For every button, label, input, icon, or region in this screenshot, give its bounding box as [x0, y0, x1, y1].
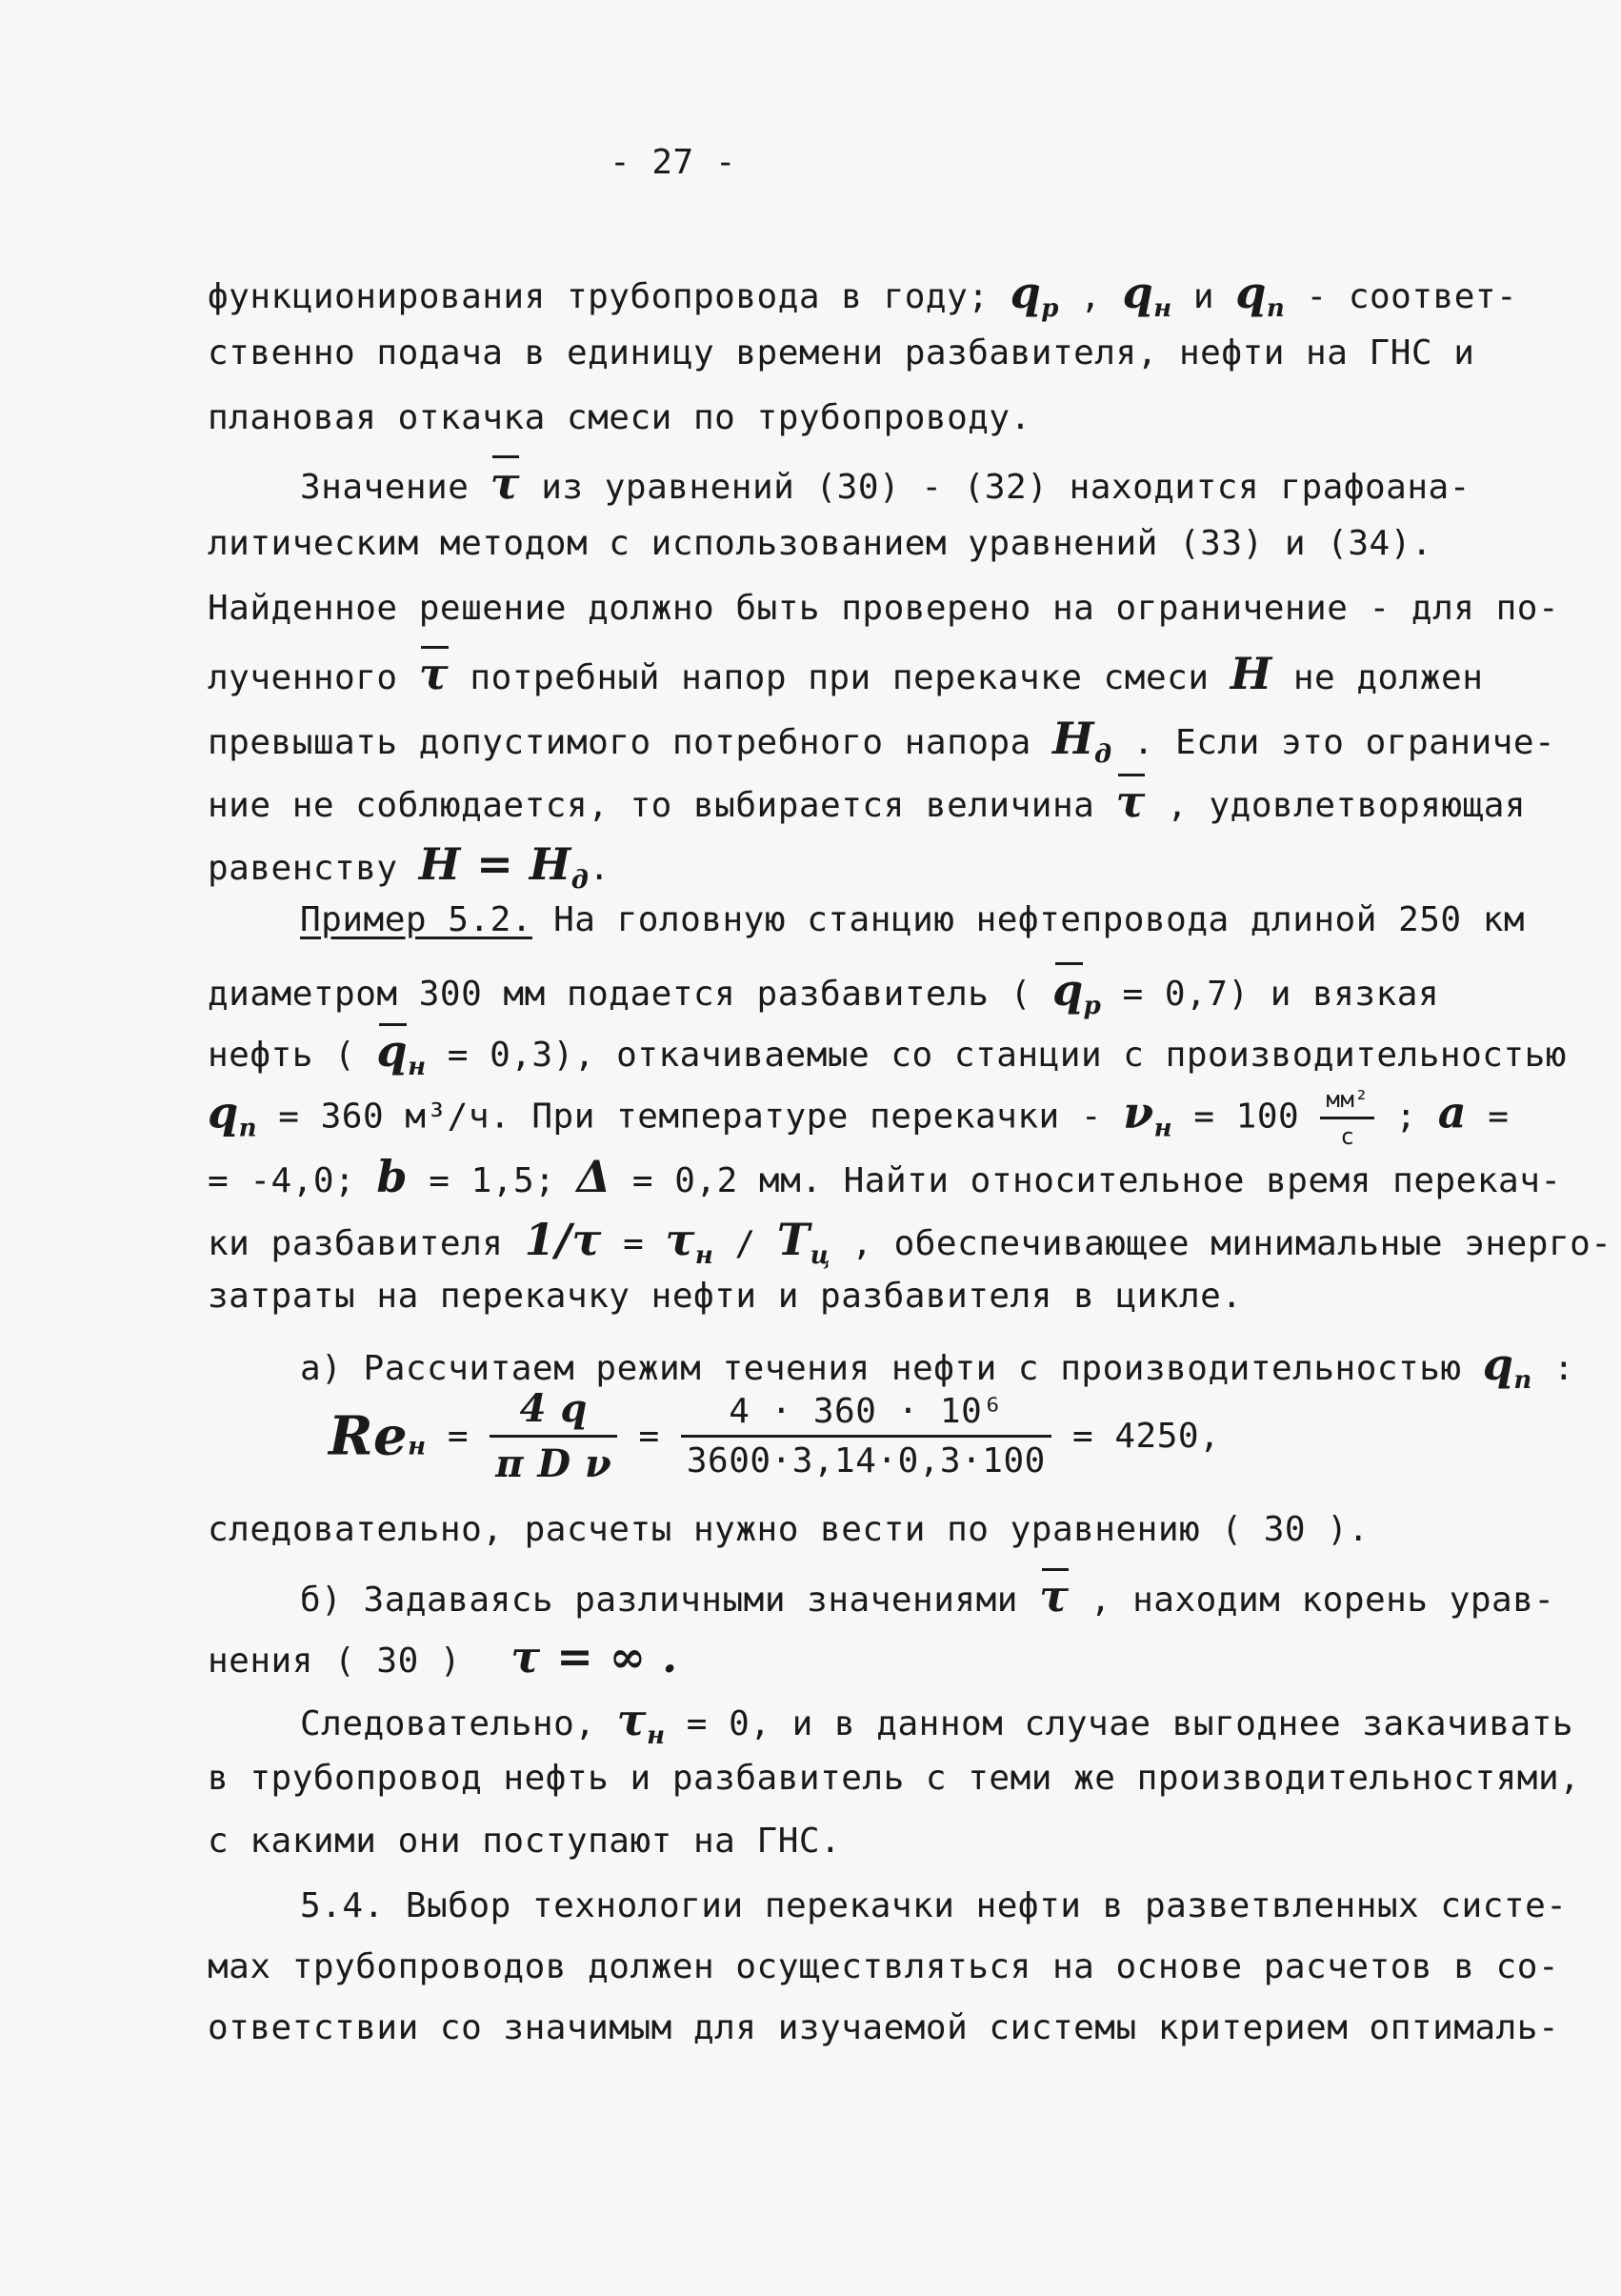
text-line-9	[208, 775, 1526, 827]
text-line-23	[300, 1694, 1573, 1750]
reynolds-equation: $Re_н$ = $\frac{4 q}{\text{π D ν}}$ = $\frac{\text{4 · 360 · 10⁶}}{3600\cdot 3,14\cdot 0,3\cdot 100}$ = 4250,	[329, 1386, 1221, 1486]
text: , находим корень урав-	[1090, 1581, 1555, 1620]
text: = 0,2 мм. Найти относительное время перекач-	[631, 1161, 1562, 1200]
symbol-tau-bar: τ	[418, 648, 450, 699]
text-line-26: 5.4. Выбор технологии перекачки нефти в разветвленных систе-	[300, 1886, 1568, 1925]
symbol-q: q	[1010, 267, 1042, 318]
equation-H-eq-Hd: H = H	[418, 838, 571, 890]
subscript: н	[1153, 1114, 1173, 1143]
symbol-tau-n: τ	[665, 1214, 695, 1265]
text-line-3: плановая откачка смеси по трубопроводу.	[208, 398, 1031, 437]
text: ние не соблюдается, то выбирается величина	[208, 786, 1095, 825]
text: б) Задаваясь различными значениями	[300, 1581, 1018, 1620]
subscript: н	[647, 1722, 666, 1751]
fraction-1-denominator: π D ν	[495, 1441, 612, 1486]
symbol-tau-n: τ	[616, 1694, 648, 1745]
symbol-T-c: T	[776, 1214, 810, 1265]
text: ки разбавителя	[208, 1224, 504, 1263]
symbol-b: b	[376, 1151, 409, 1202]
symbol-one-over-tau: 1/τ	[524, 1214, 602, 1265]
text-line-28: ответствии со значимым для изучаемой системы критерием оптималь-	[208, 2008, 1560, 2047]
symbol-tau-bar: τ	[1039, 1570, 1070, 1621]
text: Следовательно,	[300, 1704, 596, 1743]
symbol-H: H	[1051, 713, 1094, 764]
text-line-11	[300, 900, 1525, 939]
text-line-8	[208, 713, 1555, 769]
text: = 360 м³/ч. При температуре перекачки -	[278, 1097, 1103, 1137]
symbol-H: H	[1230, 648, 1272, 699]
symbol-nu: ν	[1123, 1086, 1154, 1138]
text-line-13	[208, 1025, 1567, 1081]
symbol-tau-bar: τ	[1115, 775, 1146, 827]
fraction-2	[681, 1392, 1051, 1480]
text-line-18: а) Рассчитаем режим течения нефти с производительностью $q_п$ :	[300, 1339, 1575, 1396]
symbol-q-bar: q	[1051, 964, 1084, 1016]
text-line-25: с какими они поступают на ГНС.	[208, 1822, 842, 1861]
text: , обеспечивающее минимальные энерго-	[851, 1224, 1612, 1263]
page-number: - 27 -	[610, 143, 737, 182]
symbol-delta: Δ	[576, 1151, 611, 1202]
fraction-2-numerator: 4 · 360 · 10⁶	[681, 1392, 1051, 1438]
symbol-q: q	[1482, 1339, 1514, 1390]
subscript: ц	[810, 1241, 831, 1271]
text-line-22	[208, 1631, 678, 1682]
text: из уравнений (30) - (32) находится графоана-	[541, 468, 1471, 507]
text: = 4250,	[1072, 1417, 1221, 1456]
text: , удовлетворяющая	[1167, 786, 1527, 825]
symbol-q-bar: q	[376, 1025, 409, 1077]
symbol-q: q	[208, 1086, 239, 1138]
fraction-2-denominator: 3600·3,14·0,3·100	[686, 1441, 1046, 1480]
text: . Если это ограниче-	[1132, 723, 1556, 762]
text-line-15	[208, 1151, 1562, 1202]
subscript: д	[1093, 740, 1112, 770]
text: = 0, и в данном случае выгоднее закачивать	[686, 1704, 1574, 1743]
text-line-12	[208, 964, 1439, 1020]
subscript: п	[238, 1114, 258, 1143]
text: лученного	[208, 658, 398, 697]
symbol-Re: Re	[329, 1404, 409, 1468]
text: = 1,5;	[429, 1161, 556, 1200]
text: =	[1488, 1097, 1510, 1137]
subscript: н	[1153, 294, 1172, 324]
symbol-q: q	[1122, 267, 1154, 318]
text: потребный напор при перекачке смеси	[470, 658, 1210, 697]
text-line-20: следовательно, расчеты нужно вести по уравнению ( 30 ).	[208, 1510, 1370, 1549]
example-label: Пример 5.2.	[300, 900, 532, 939]
text: На головную станцию нефтепровода длиной 250 км	[553, 900, 1526, 939]
text-line-4	[300, 457, 1471, 509]
text: превышать допустимого потребного напора	[208, 723, 1031, 762]
text-line-21	[300, 1570, 1555, 1621]
subscript: н	[408, 1432, 427, 1461]
text: не должен	[1292, 658, 1484, 697]
symbol-tau-bar: τ	[490, 457, 521, 509]
text-line-14	[208, 1086, 1509, 1150]
text: нефть (	[208, 1036, 356, 1075]
subscript: д	[570, 866, 590, 896]
fraction-1	[490, 1386, 617, 1486]
text: диаметром 300 мм подается разбавитель (	[208, 975, 1031, 1014]
unit-fraction	[1320, 1086, 1374, 1150]
text-line-10: равенству $H = H_д$.	[208, 838, 610, 896]
text: ;	[1395, 1097, 1417, 1137]
text-line-7	[208, 648, 1483, 699]
text-line-16: ки разбавителя $1/\tau = \tau_н / T_ц$ , обеспечивающее минимальные энерго-	[208, 1214, 1612, 1271]
text-line-1: функционирования трубопровода в году; $q_р$ , $q_н$ и $q_п$ - соответ-	[208, 267, 1518, 324]
text: а) Рассчитаем режим течения нефти с производительностью	[300, 1349, 1462, 1388]
subscript: н	[694, 1241, 714, 1271]
text-line-27: мах трубопроводов должен осуществляться на основе расчетов в со-	[208, 1947, 1560, 1986]
text: = -4,0;	[208, 1161, 356, 1200]
text-line-17: затраты на перекачку нефти и разбавителя в цикле.	[208, 1277, 1243, 1316]
text: = 0,3), откачиваемые со станции с производительностью	[447, 1036, 1567, 1075]
text: равенству	[208, 849, 398, 888]
text: функционирования трубопровода в году;	[208, 277, 990, 316]
subscript: р	[1041, 294, 1059, 324]
unit-numerator: мм²	[1320, 1086, 1374, 1119]
text: нения ( 30 )	[208, 1641, 462, 1681]
text-line-6: Найденное решение должно быть проверено на ограничение - для по-	[208, 589, 1560, 628]
symbol-a: a	[1437, 1086, 1468, 1138]
text: =	[623, 1224, 645, 1263]
text: =	[638, 1417, 660, 1456]
unit-denominator: с	[1340, 1123, 1355, 1150]
text: = 100	[1193, 1097, 1300, 1137]
subscript: р	[1083, 992, 1102, 1021]
text: - соответ-	[1306, 277, 1518, 316]
text: = 0,7) и вязкая	[1122, 975, 1440, 1014]
subscript: п	[1513, 1366, 1532, 1396]
text-line-24: в трубопровод нефть и разбавитель с теми же производительностями,	[208, 1759, 1581, 1798]
subscript: п	[1266, 294, 1286, 324]
subscript: н	[408, 1053, 427, 1082]
text-line-5: литическим методом с использованием уравнений (33) и (34).	[208, 524, 1433, 563]
symbol-q: q	[1235, 267, 1267, 318]
equation-tau-infinity: τ = ∞ .	[510, 1631, 678, 1682]
fraction-1-numerator: 4 q	[490, 1386, 617, 1438]
text: и	[1192, 277, 1215, 316]
text-line-2: ственно подача в единицу времени разбавителя, нефти на ГНС и	[208, 333, 1475, 373]
text: Значение	[300, 468, 470, 507]
